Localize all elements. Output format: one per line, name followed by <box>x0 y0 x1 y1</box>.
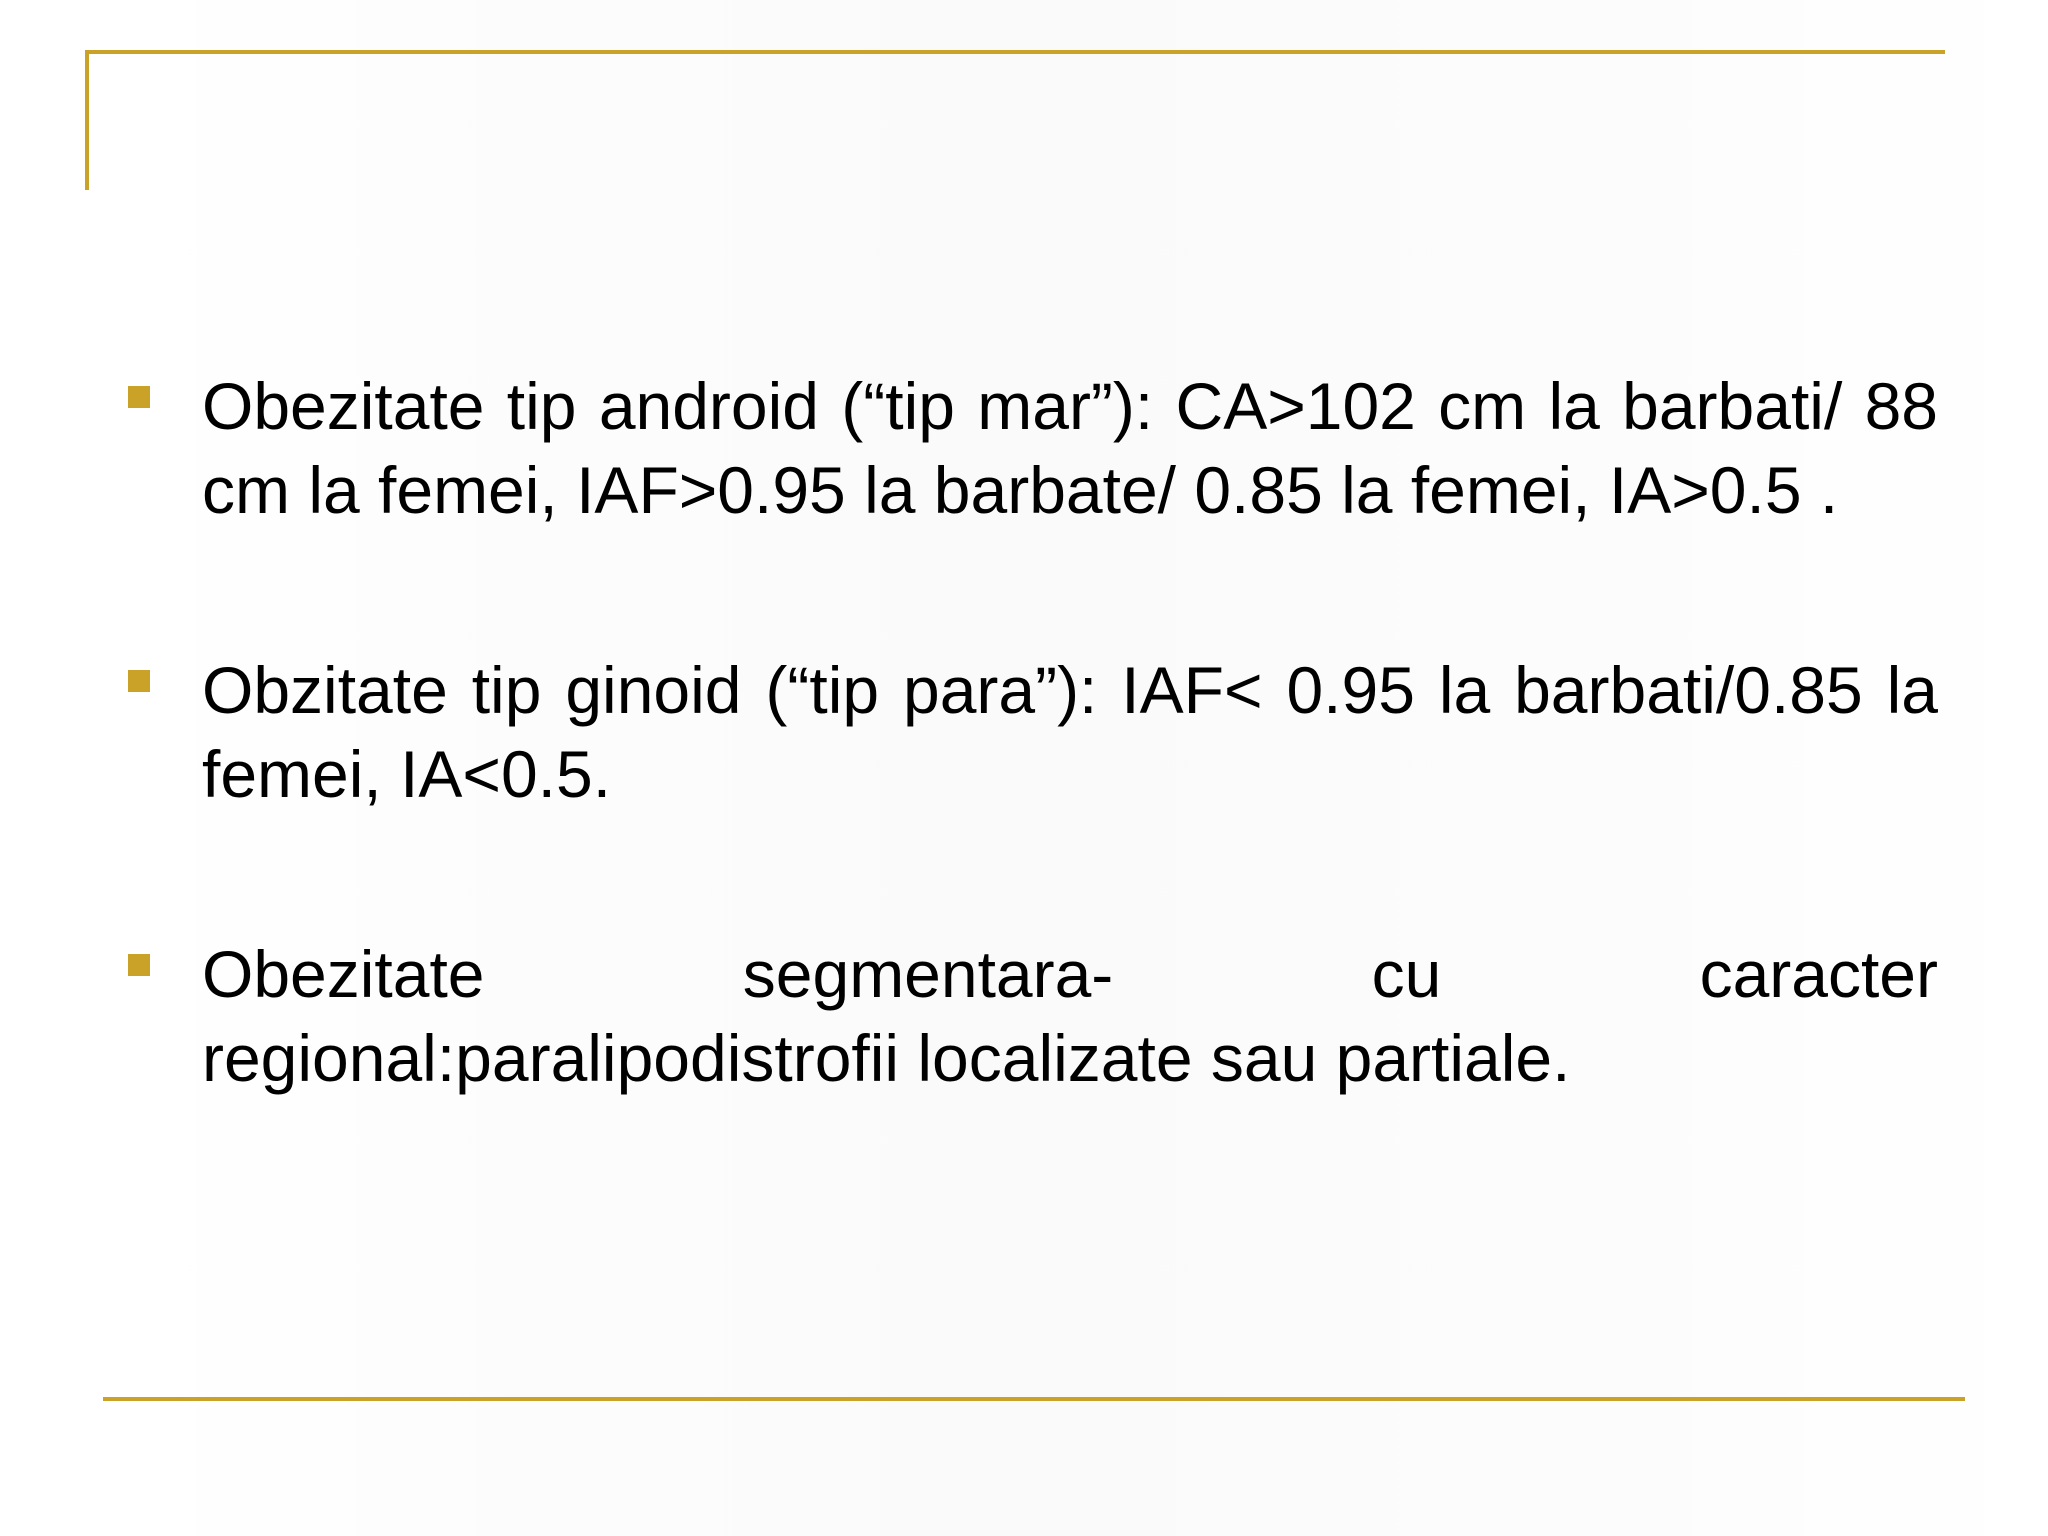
bullet-second-line: regional:paralipodistrofii localizate sau partiale. <box>202 1021 1571 1095</box>
frame-top-rule <box>85 50 1945 54</box>
bullet-text: Obezitate tip android (“tip mar”): CA>102 cm la barbati/ 88 cm la femei, IAF>0.95 la barbate/ 0.85 la femei, IA>0.5 . <box>202 369 1938 527</box>
frame-left-rule <box>85 50 89 190</box>
bullet-word: segmentara- <box>742 937 1114 1011</box>
bullet-segmental-obesity <box>120 932 1938 1100</box>
bullet-text: Obzitate tip ginoid (“tip para”): IAF< 0.95 la barbati/0.85 la femei, IA<0.5. <box>202 653 1938 811</box>
bullet-list <box>120 364 1938 1100</box>
bullet-word: Obezitate <box>202 937 485 1011</box>
bullet-word: cu <box>1371 937 1442 1011</box>
frame-bottom-rule <box>103 1397 1965 1401</box>
bullet-android-obesity <box>120 364 1938 532</box>
bullet-first-line <box>202 932 1938 1016</box>
square-bullet-icon <box>128 386 150 408</box>
square-bullet-icon <box>128 954 150 976</box>
square-bullet-icon <box>128 670 150 692</box>
bullet-word: caracter <box>1699 937 1938 1011</box>
bullet-gynoid-obesity <box>120 648 1938 816</box>
